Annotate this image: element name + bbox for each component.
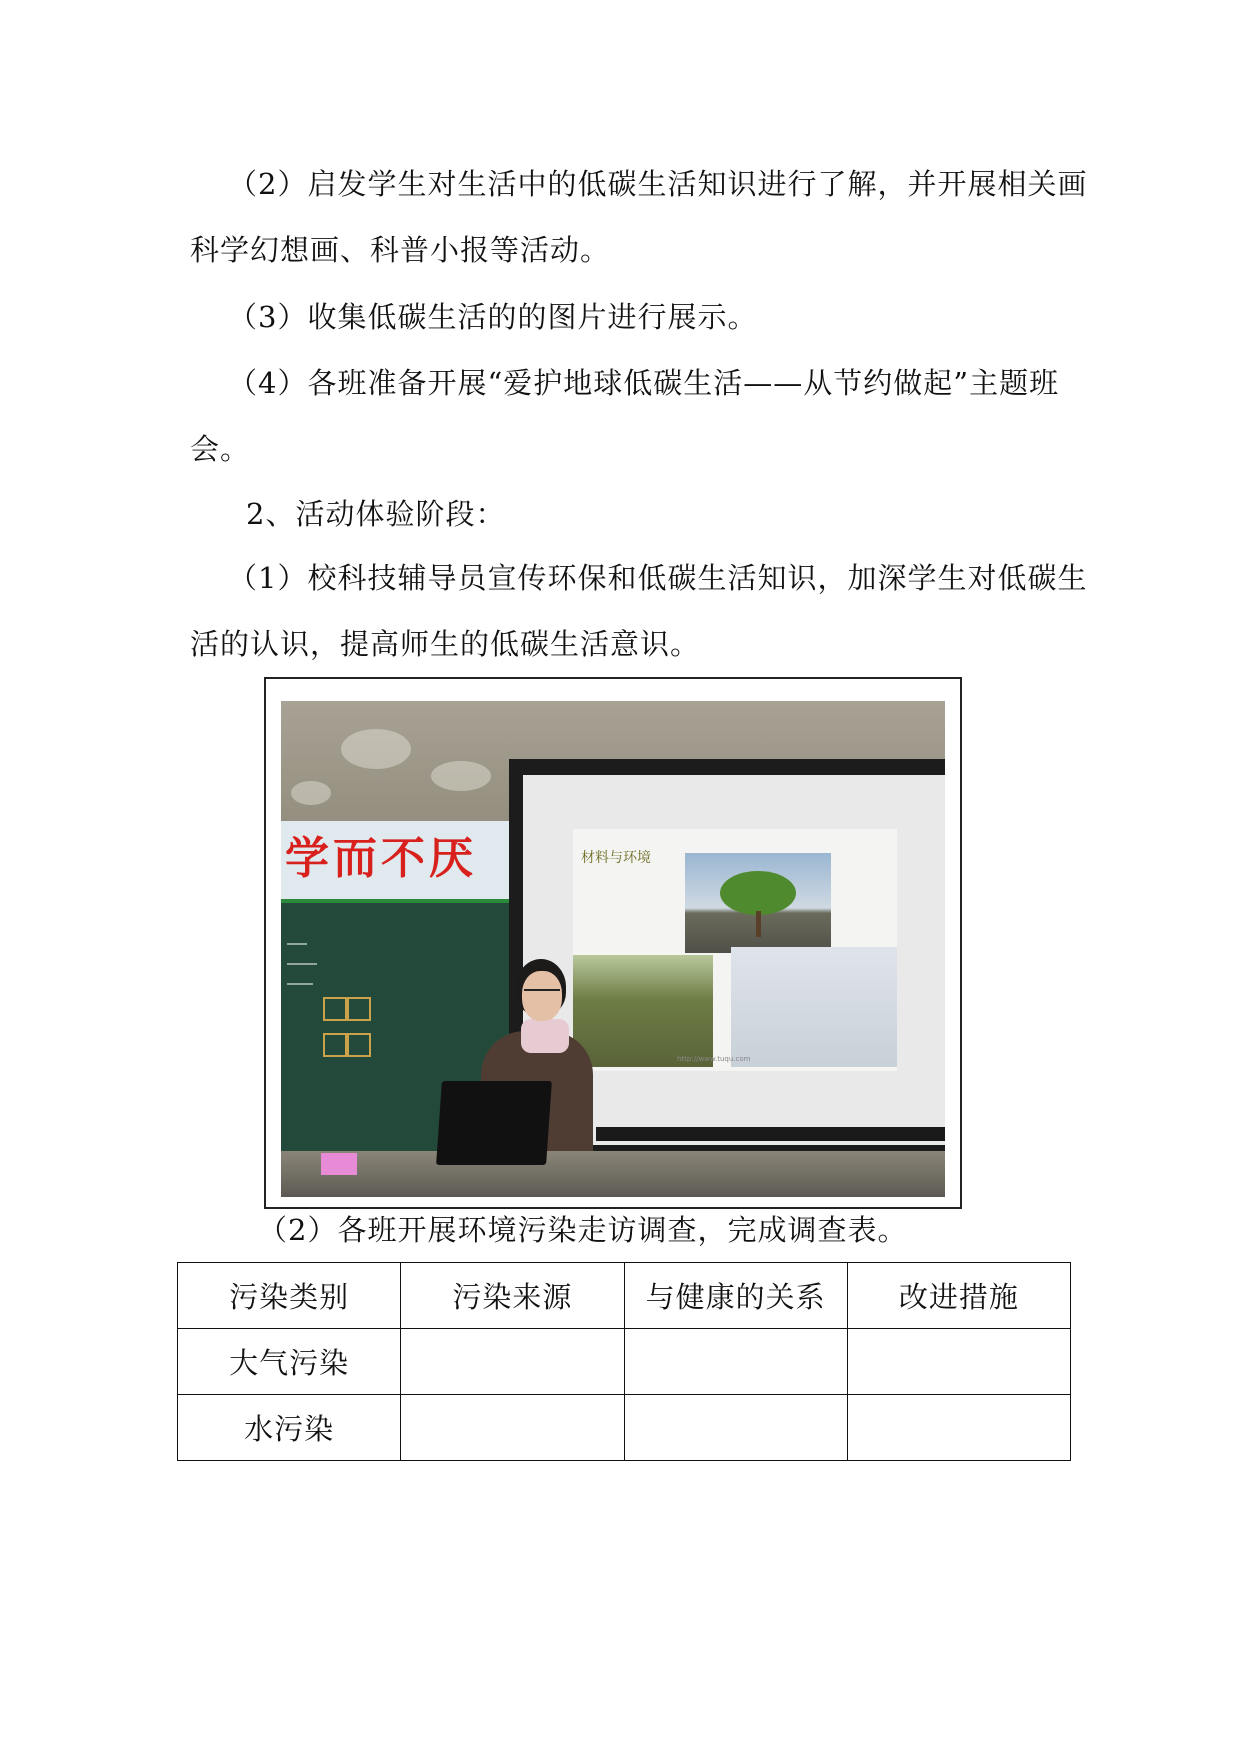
teacher-glasses bbox=[524, 989, 560, 999]
section-heading: 2、活动体验阶段： bbox=[246, 497, 506, 531]
table-header-cell: 改进措施 bbox=[847, 1263, 1070, 1329]
paragraph-line: （2）各班开展环境污染走访调查，完成调查表。 bbox=[258, 1213, 908, 1247]
projected-slide bbox=[573, 829, 897, 1071]
table-cell: 水污染 bbox=[178, 1395, 401, 1461]
slide-title: 材料与环境 bbox=[581, 850, 651, 866]
paragraph-line: 科学幻想画、科普小报等活动。 bbox=[190, 233, 611, 267]
teacher-scarf bbox=[521, 1019, 569, 1053]
paragraph-line: （1）校科技辅导员宣传环保和低碳生活知识，加深学生对低碳生 bbox=[228, 561, 1088, 595]
photo-frame bbox=[264, 677, 962, 1209]
slide-forest-image bbox=[573, 955, 713, 1067]
photo-chalk-mark bbox=[287, 963, 317, 965]
table-cell bbox=[401, 1329, 624, 1395]
slide-tree-image bbox=[685, 853, 831, 953]
photo-chalk-grid bbox=[347, 997, 371, 1021]
table-cell: 大气污染 bbox=[178, 1329, 401, 1395]
photo-wall-stain bbox=[291, 781, 331, 805]
photo-chalk-grid bbox=[323, 997, 347, 1021]
slide-logging-image bbox=[731, 947, 897, 1067]
table-cell bbox=[847, 1395, 1070, 1461]
photo-chalk-mark bbox=[287, 983, 313, 985]
tree-trunk bbox=[756, 911, 761, 937]
classroom-photo bbox=[281, 701, 945, 1197]
table-cell bbox=[624, 1329, 847, 1395]
slide-caption: http://www.tuqu.com bbox=[677, 1055, 751, 1063]
photo-pink-box bbox=[321, 1153, 357, 1175]
photo-wall-stain bbox=[431, 761, 491, 791]
projector-screen-bar bbox=[596, 1127, 945, 1141]
table-header-cell: 污染来源 bbox=[401, 1263, 624, 1329]
paragraph-line: （4）各班准备开展“爱护地球低碳生活——从节约做起”主题班 bbox=[228, 366, 1060, 400]
photo-chalk-grid bbox=[347, 1033, 371, 1057]
paragraph-line: （3）收集低碳生活的的图片进行展示。 bbox=[228, 300, 758, 334]
table-header-cell: 污染类别 bbox=[178, 1263, 401, 1329]
photo-chalk-mark bbox=[287, 943, 307, 945]
table-row bbox=[178, 1395, 1071, 1461]
table-cell bbox=[847, 1329, 1070, 1395]
table-row bbox=[178, 1329, 1071, 1395]
photo-desk bbox=[281, 1151, 945, 1197]
table-cell bbox=[624, 1395, 847, 1461]
table-header-row bbox=[178, 1263, 1071, 1329]
photo-wall-stain bbox=[341, 729, 411, 769]
paragraph-line: 活的认识，提高师生的低碳生活意识。 bbox=[190, 627, 701, 661]
laptop bbox=[436, 1081, 552, 1165]
paragraph-line: （2）启发学生对生活中的低碳生活知识进行了解，并开展相关画 bbox=[228, 167, 1088, 201]
paragraph-line: 会。 bbox=[190, 432, 251, 466]
photo-banner-text: 学而不厌 bbox=[285, 833, 477, 884]
table-header-cell: 与健康的关系 bbox=[624, 1263, 847, 1329]
photo-banner bbox=[281, 821, 516, 905]
photo-chalk-grid bbox=[323, 1033, 347, 1057]
table-cell bbox=[401, 1395, 624, 1461]
tree-crown bbox=[720, 871, 796, 915]
survey-table bbox=[177, 1262, 1071, 1461]
